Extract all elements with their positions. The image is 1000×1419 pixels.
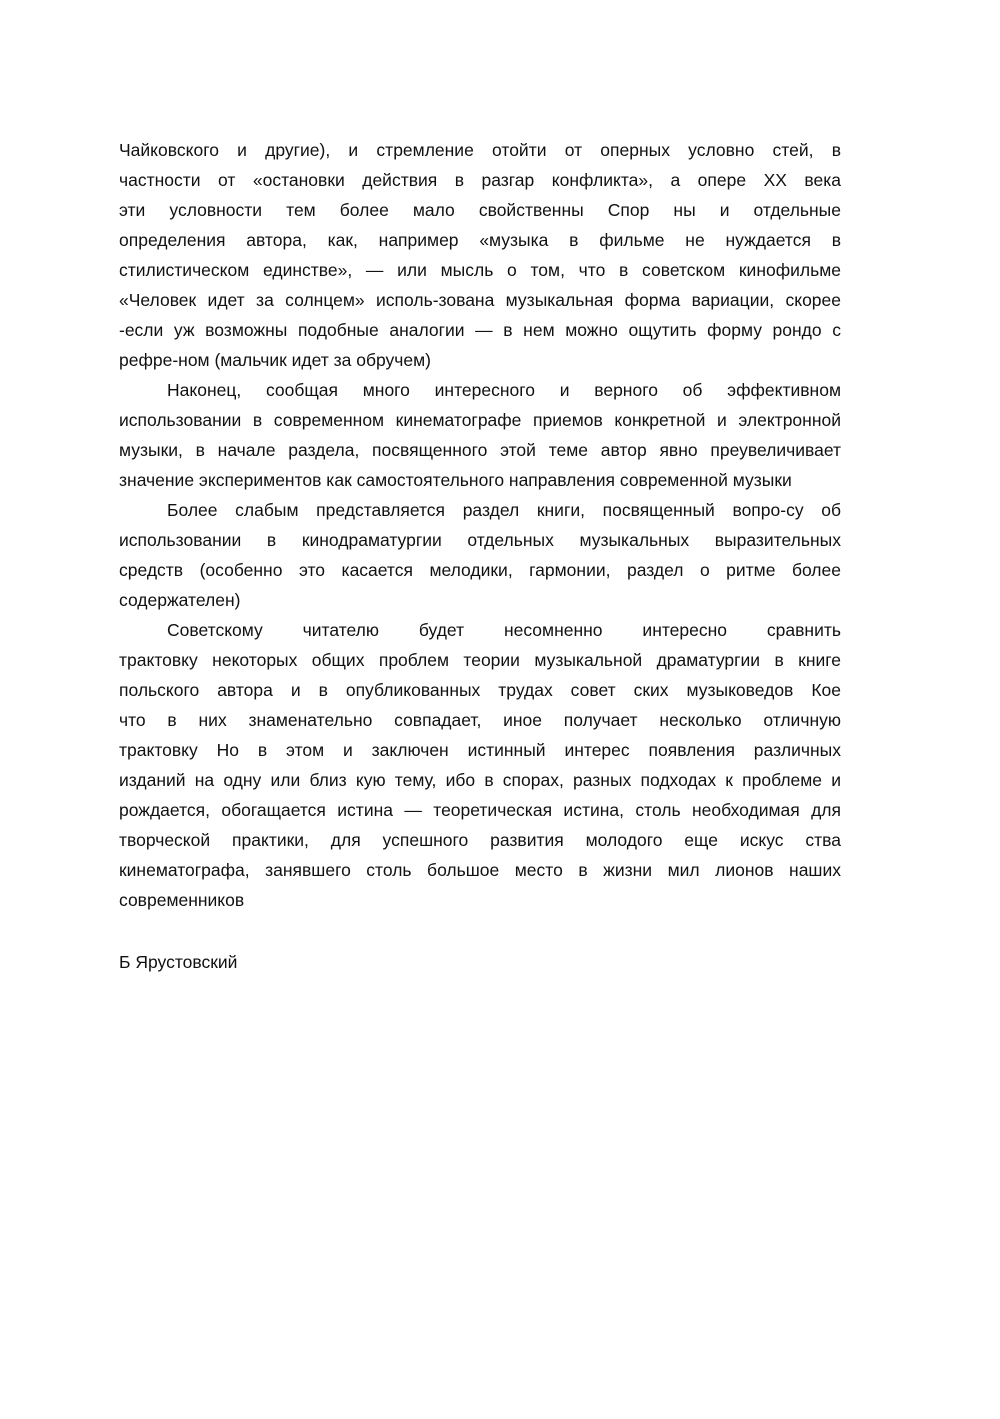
text-line: изданий на одну или близ кую тему, ибо в спорах, разных подходах к проблеме и: [119, 770, 841, 790]
text-line: эти условности тем более мало свойственны Спор ны и отдельные: [119, 200, 841, 220]
text-line: содержателен): [119, 590, 241, 610]
text-line: что в них знаменательно совпадает, иное получает несколько отличную: [119, 710, 841, 730]
text-line: стилистическом единстве», — или мысль о том, что в советском кинофильме: [119, 260, 841, 280]
text-line: трактовку Но в этом и заключен истинный интерес появления различных: [119, 740, 841, 760]
text-line: трактовку некоторых общих проблем теории музыкальной драматургии в книге: [119, 650, 841, 670]
text-line: современников: [119, 890, 245, 910]
text-line: рождается, обогащается истина — теоретическая истина, столь необходимая для: [119, 800, 841, 820]
text-line: значение экспериментов как самостоятельного направления современной музыки: [119, 470, 792, 490]
text-line: Наконец, сообщая много интересного и верного об эффективном: [167, 380, 841, 400]
text-line: использовании в кинодраматургии отдельных музыкальных выразительных: [119, 530, 841, 550]
text-line: -если уж возможны подобные аналогии — в нем можно ощутить форму рондо с: [119, 320, 841, 340]
text-line: музыки, в начале раздела, посвященного этой теме автор явно преувеличивает: [119, 440, 841, 460]
text-line: определения автора, как, например «музыка в фильме не нуждается в: [119, 230, 841, 250]
text-line: «Человек идет за солнцем» исполь-зована музыкальная форма вариации, скорее: [119, 290, 841, 310]
body-text: [119, 135, 841, 915]
text-line: рефре-ном (мальчик идет за обручем): [119, 350, 431, 370]
text-line: Более слабым представляется раздел книги, посвященный вопро-су об: [167, 500, 841, 520]
text-line: кинематографа, занявшего столь большое место в жизни мил лионов наших: [119, 860, 841, 880]
text-line: частности от «остановки действия в разгар конфликта», а опере XX века: [119, 170, 841, 190]
author-signature: Б Ярустовский: [119, 952, 238, 972]
text-line: польского автора и в опубликованных трудах совет ских музыковедов Кое: [119, 680, 841, 700]
text-line: Советскому читателю будет несомненно интересно сравнить: [167, 620, 841, 640]
text-line: средств (особенно это касается мелодики, гармонии, раздел о ритме более: [119, 560, 841, 580]
text-line: творческой практики, для успешного развития молодого еще искус ства: [119, 830, 841, 850]
text-line: использовании в современном кинематографе приемов конкретной и электронной: [119, 410, 841, 430]
text-line: Чайковского и другие), и стремление отойти от оперных условно стей, в: [119, 140, 841, 160]
